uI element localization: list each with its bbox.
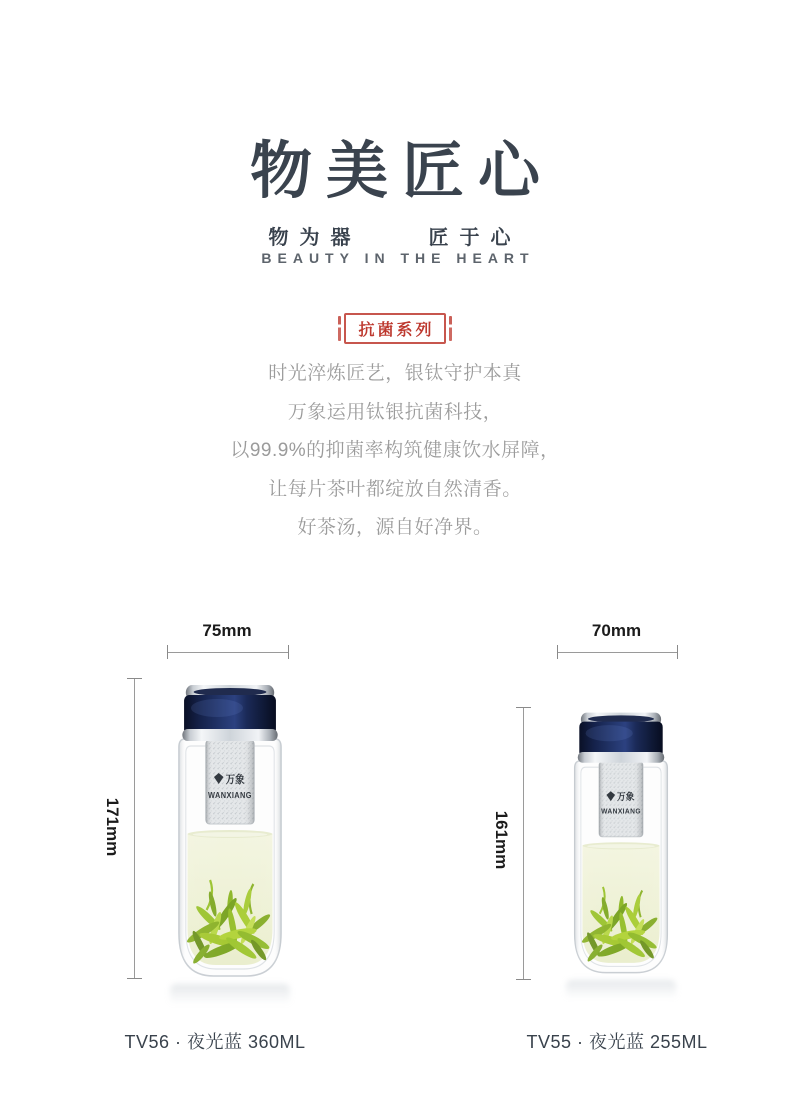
width-dimension-line xyxy=(167,645,289,659)
bottle-reflection xyxy=(566,980,676,1002)
height-dimension-label: 161mm xyxy=(492,810,511,870)
antibacterial-series-stamp xyxy=(0,313,790,344)
intro-line: 万象运用钛银抗菌科技， xyxy=(287,401,503,423)
bottle-image-tv56 xyxy=(165,682,295,982)
stamp-label: 抗菌系列 xyxy=(344,313,445,344)
subtitle-right: 匠于心 xyxy=(428,227,522,249)
subtitle xyxy=(0,221,790,250)
width-dimension-line xyxy=(557,645,678,659)
intro-line: 以99.9%的抑菌率构筑健康饮水屏障， xyxy=(230,440,560,462)
width-dimension-label: 75mm xyxy=(202,621,252,640)
bottle-image-tv55 xyxy=(562,710,680,978)
width-dimension-label: 70mm xyxy=(591,621,642,640)
intro-line: 让每片茶叶都绽放自然清香。 xyxy=(268,478,522,500)
intro-paragraph xyxy=(0,355,790,548)
bottle-reflection xyxy=(170,984,290,1008)
subtitle-english: BEAUTY IN THE HEART xyxy=(261,250,535,266)
subtitle-left: 物为器 xyxy=(268,227,362,249)
bottle-cap xyxy=(182,685,277,741)
bottle-cap xyxy=(578,713,665,763)
intro-line: 好茶汤，源自好净界。 xyxy=(297,517,493,539)
height-dimension-line xyxy=(516,707,531,980)
page-title: 物美匠心 xyxy=(249,137,554,206)
model-label-tv56: TV56 · 夜光蓝 360ML xyxy=(124,1032,306,1052)
height-dimension-line xyxy=(127,678,142,979)
model-label-tv55: TV55 · 夜光蓝 255ML xyxy=(526,1032,708,1052)
intro-line: 时光淬炼匠艺，银钛守护本真 xyxy=(268,363,522,384)
height-dimension-label: 171mm xyxy=(103,797,122,857)
